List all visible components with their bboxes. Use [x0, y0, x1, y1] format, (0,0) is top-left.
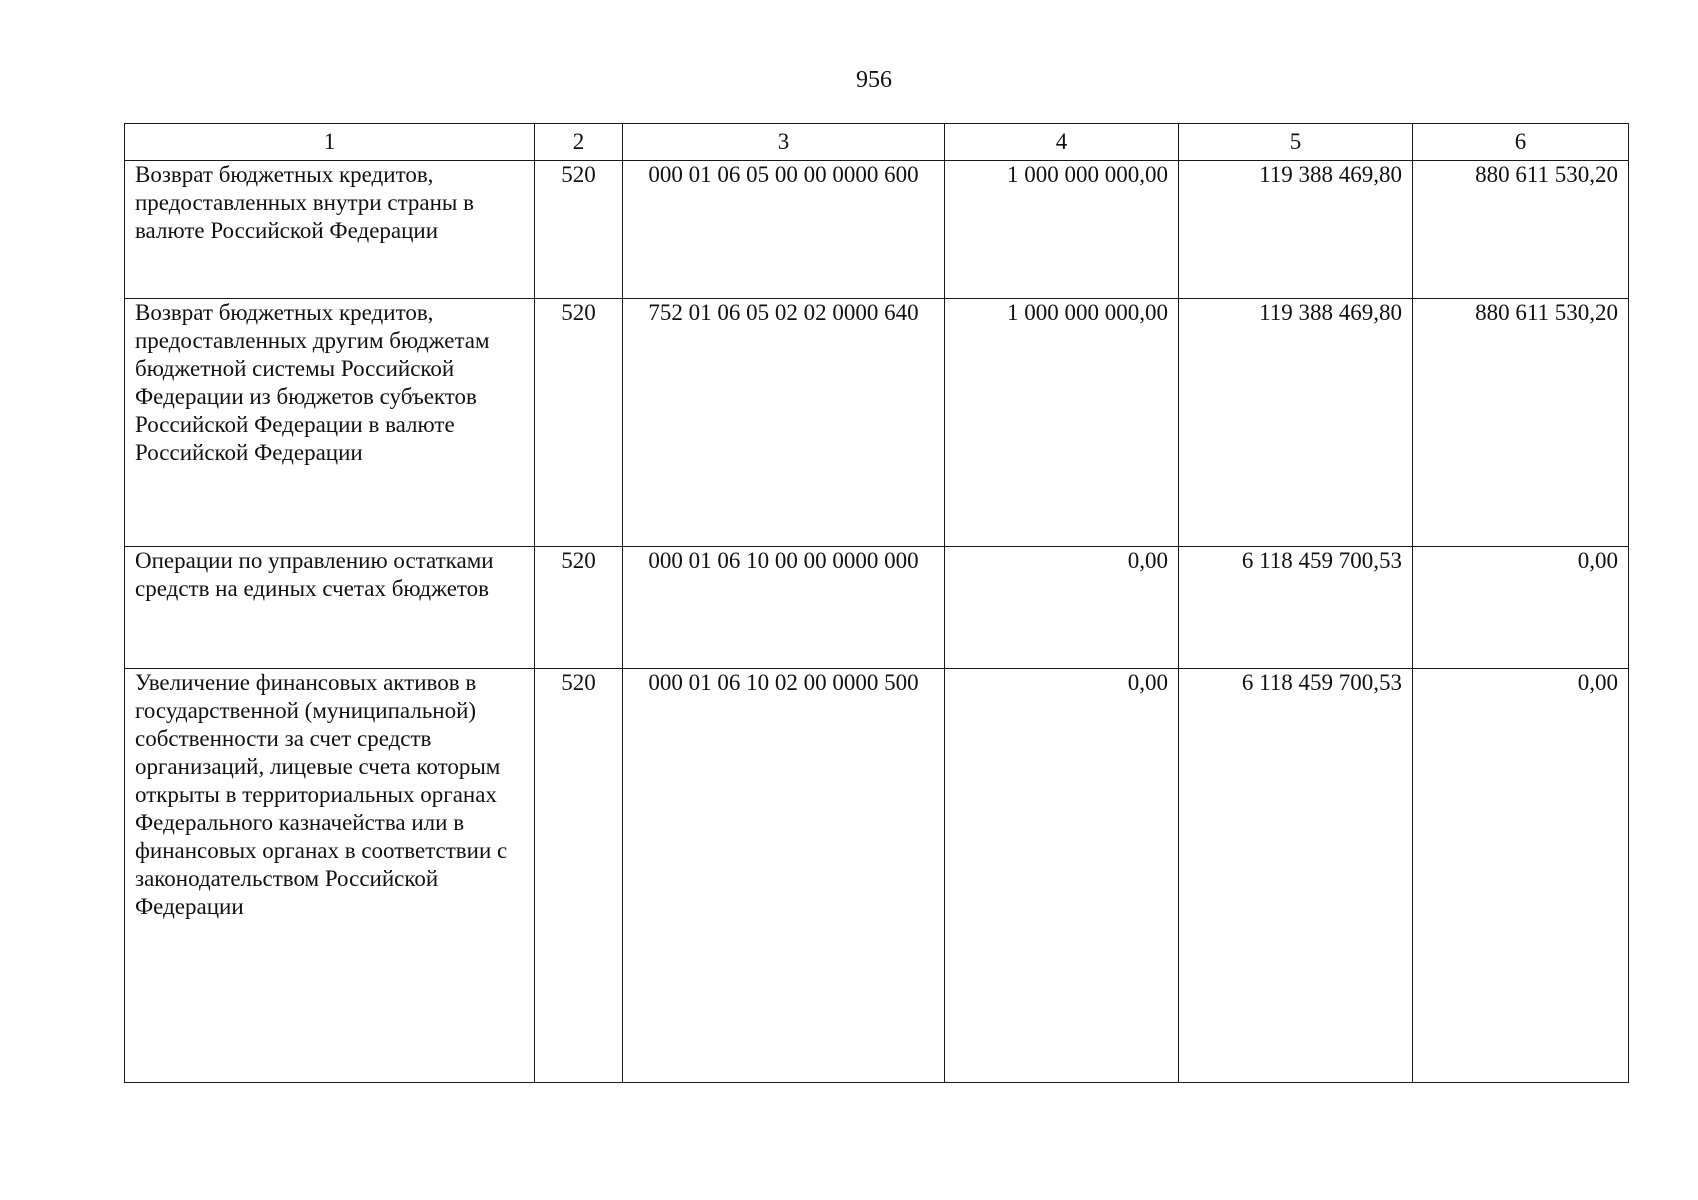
row-approved-amount: 0,00 — [945, 547, 1179, 669]
row-budget-code: 000 01 06 05 00 00 0000 600 — [623, 161, 945, 299]
column-header-1: 1 — [125, 124, 535, 161]
table-row — [125, 161, 1629, 299]
table-row — [125, 547, 1629, 669]
row-budget-code: 000 01 06 10 00 00 0000 000 — [623, 547, 945, 669]
column-header-3: 3 — [623, 124, 945, 161]
row-executed-amount: 119 388 469,80 — [1179, 299, 1413, 547]
row-unexecuted-amount: 0,00 — [1413, 547, 1629, 669]
row-budget-code: 752 01 06 05 02 02 0000 640 — [623, 299, 945, 547]
row-approved-amount: 0,00 — [945, 669, 1179, 1083]
row-approved-amount: 1 000 000 000,00 — [945, 161, 1179, 299]
column-header-6: 6 — [1413, 124, 1629, 161]
budget-sources-table — [124, 123, 1629, 1083]
row-name: Возврат бюджетных кредитов, предоставленных другим бюджетам бюджетной системы Российской Федерации из бюджетов субъектов Российской Федерации в валюте Российской Федерации — [125, 299, 535, 547]
column-header-5: 5 — [1179, 124, 1413, 161]
page-number: 956 — [856, 67, 892, 93]
row-line-code: 520 — [535, 161, 623, 299]
row-name: Увеличение финансовых активов в государственной (муниципальной) собственности за счет средств организаций, лицевые счета которым открыты в территориальных органах Федерального казначейства или в финансовых органах в соответствии с законодательством Российской Федерации — [125, 669, 535, 1083]
column-header-4: 4 — [945, 124, 1179, 161]
column-header-2: 2 — [535, 124, 623, 161]
table-row — [125, 299, 1629, 547]
table-header-row — [125, 124, 1629, 161]
row-budget-code: 000 01 06 10 02 00 0000 500 — [623, 669, 945, 1083]
row-executed-amount: 119 388 469,80 — [1179, 161, 1413, 299]
row-line-code: 520 — [535, 669, 623, 1083]
row-line-code: 520 — [535, 547, 623, 669]
row-executed-amount: 6 118 459 700,53 — [1179, 669, 1413, 1083]
table-row — [125, 669, 1629, 1083]
row-name: Возврат бюджетных кредитов, предоставленных внутри страны в валюте Российской Федерации — [125, 161, 535, 299]
row-line-code: 520 — [535, 299, 623, 547]
row-name: Операции по управлению остатками средств на единых счетах бюджетов — [125, 547, 535, 669]
row-unexecuted-amount: 0,00 — [1413, 669, 1629, 1083]
row-executed-amount: 6 118 459 700,53 — [1179, 547, 1413, 669]
row-unexecuted-amount: 880 611 530,20 — [1413, 161, 1629, 299]
row-unexecuted-amount: 880 611 530,20 — [1413, 299, 1629, 547]
row-approved-amount: 1 000 000 000,00 — [945, 299, 1179, 547]
